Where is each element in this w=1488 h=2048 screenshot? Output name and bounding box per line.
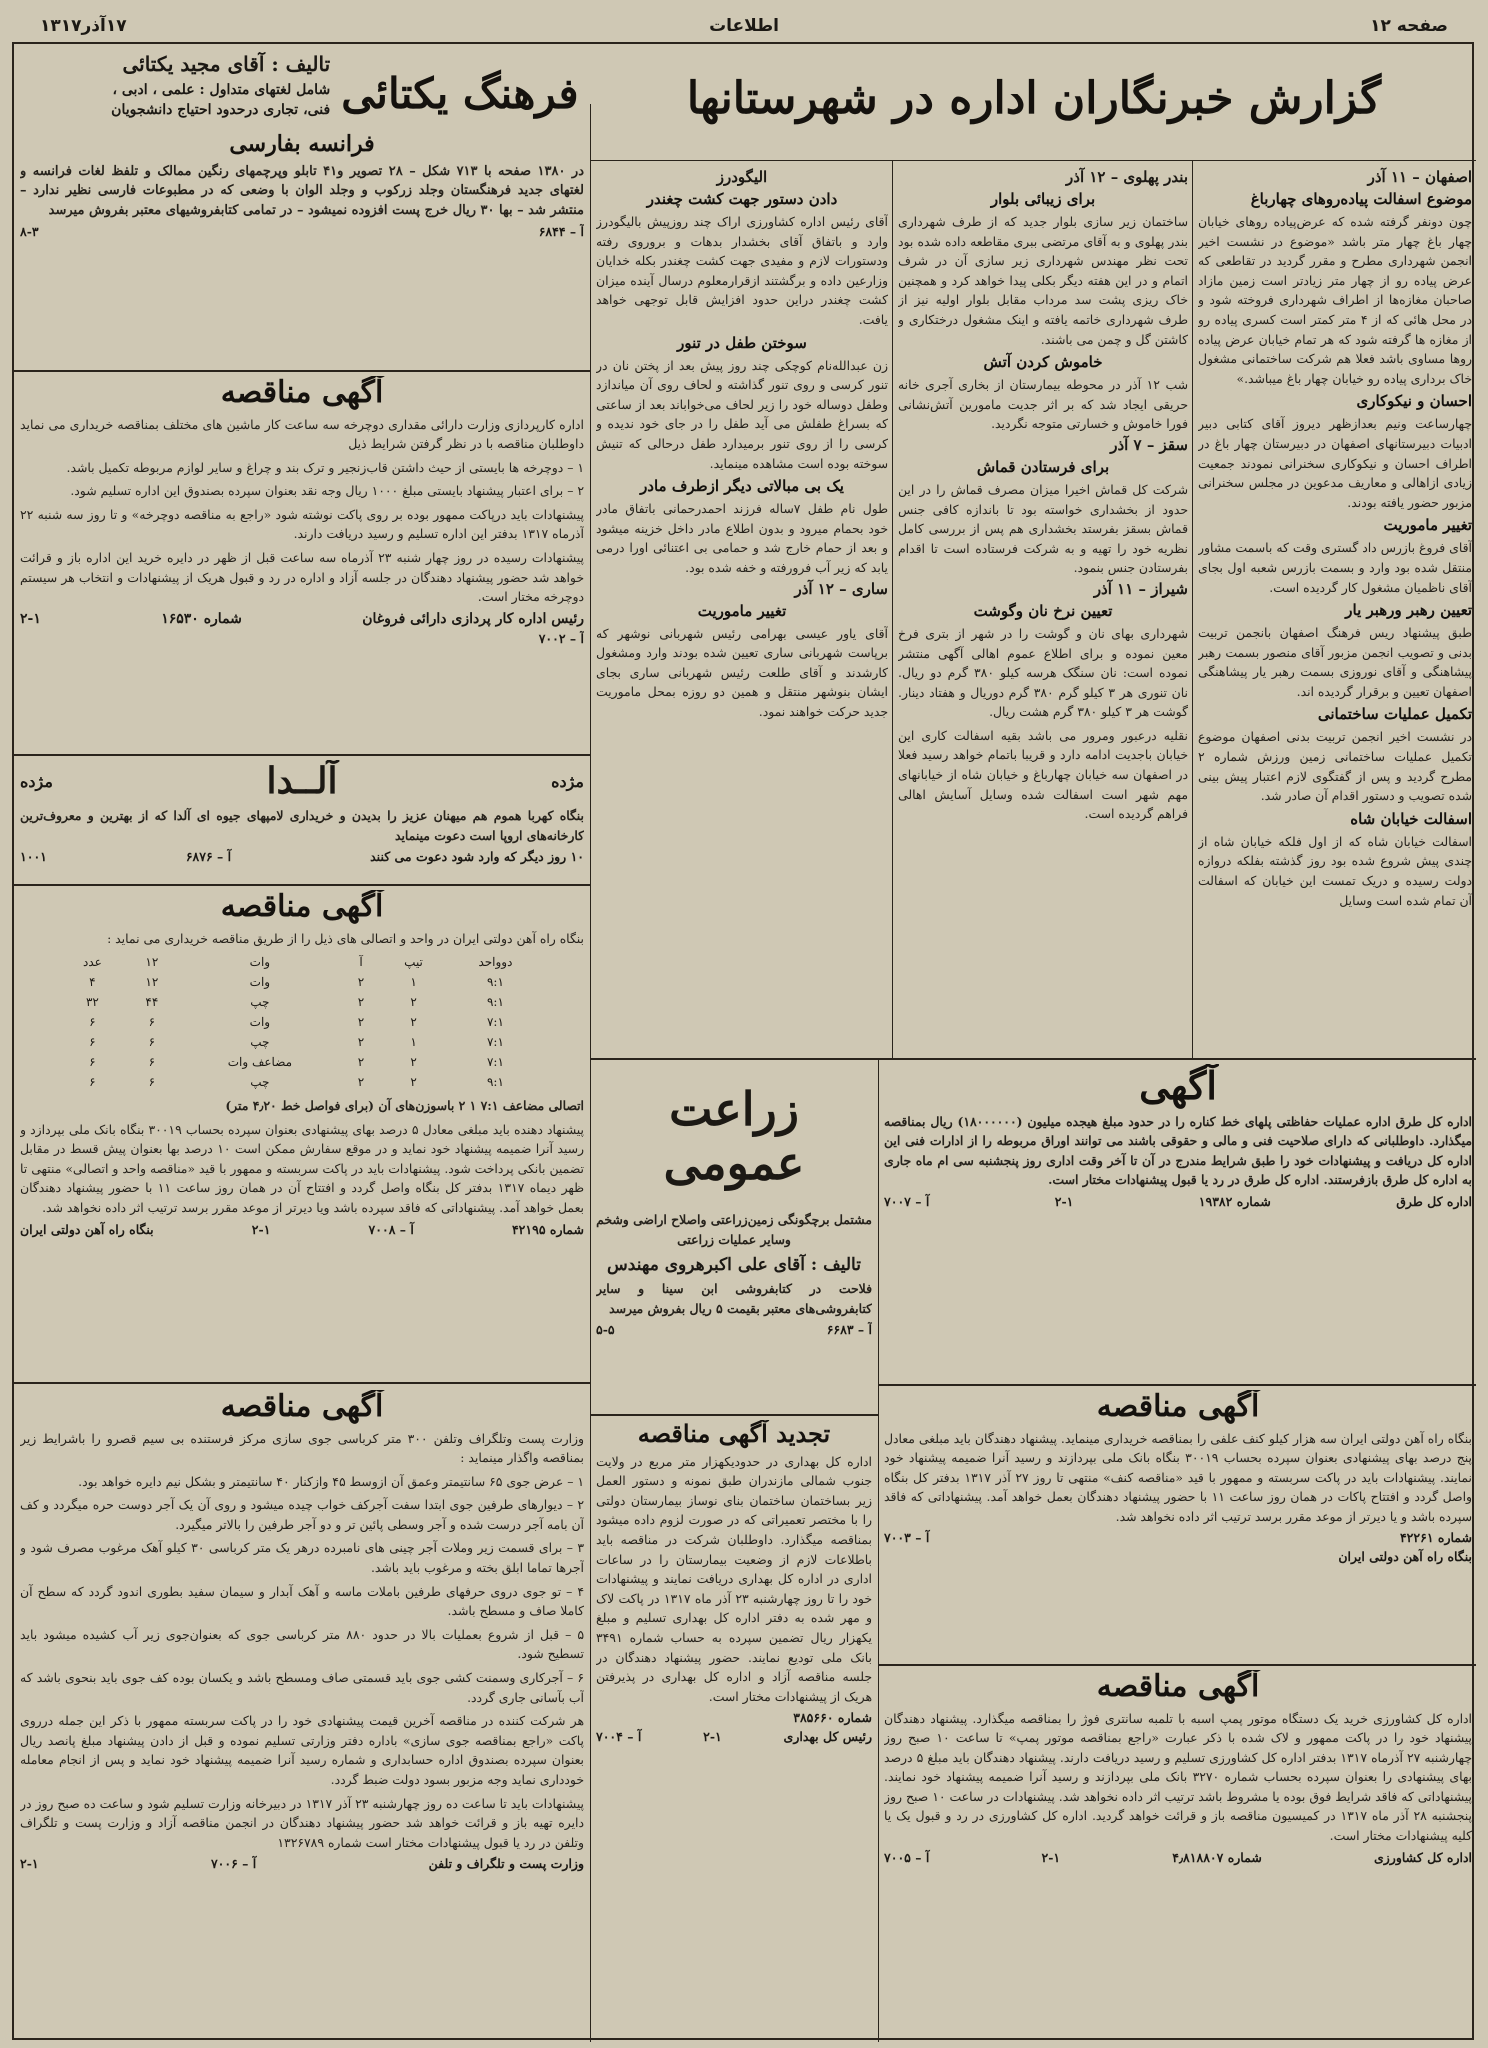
- ad-title: آگهی مناقصه: [1096, 1390, 1260, 1424]
- table-header: وات: [249, 955, 271, 970]
- ad-title: آگهی مناقصه: [1096, 1670, 1260, 1704]
- dateline: شیراز – ۱۱ آذر: [1093, 579, 1188, 598]
- alda-text-2: ۱۰ روز دیگر که وارد شود دعوت می کنند: [370, 849, 584, 865]
- issue-date: ۱۷آذر۱۳۱۷: [40, 16, 127, 36]
- ad-body: وزارت پست وتلگراف وتلفن ۳۰۰ متر کرباسی جوی سازی مرکز فرستنده بی سیم قصرو را باشرایط زیر بمناقصه واگذار مینماید :: [20, 1430, 584, 1466]
- news-body: نقلیه درعبور ومرور می باشد بقیه اسفالت کاری این خیابان باجدیت ادامه دارد و قریبا باتمام خواهد رسید فعلا در اصفهان سه خیابان چهارباغ و خیابان شاه از خیابانهای مهم شهر است اسفالت شده وسایل آسایش اهالی فراهم گردیده است.: [898, 727, 1188, 822]
- news-headline: موضوع اسفالت پیاده‌روهای چهارباغ: [1250, 190, 1472, 208]
- book-title: زراعت عمومی: [663, 1082, 805, 1190]
- news-headline: یک بی مبالاتی دیگر ازطرف مادر: [640, 477, 844, 496]
- ad-code: ۸-۳: [20, 224, 39, 240]
- ad-code: ۲-۱: [20, 610, 41, 627]
- news-body: چهارساعت ونیم بعدازظهر دیروز آقای کتابی دبیر ادبیات دبیرستانهای اصفهان در دبیرستان چهار باغ در اطراف احسان و نیکوکاری سخنرانی نمودند جمعیت زیادی ازاهالی و معاریف مدعوین در مجلس سخنرانی مزبور حضور یافته بودند.: [1198, 416, 1472, 510]
- dateline: بندر پهلوی – ۱۲ آذر: [1066, 168, 1188, 186]
- news-headline: خاموش کردن آتش: [983, 353, 1103, 372]
- ad-body: اداره کل طرق اداره عملیات حفاظتی پلهای خط کناره را در حدود مبلغ هیجده میلیون (۱۸۰۰۰۰۰۰) ریال بمناقصه میگذارد. داوطلبانی که دارای صلاحیت فنی و مالی و حقوقی باشند می توانند اوراق مربوطه را از ادارات فنی این اداره کل دریافت و پیشنهادات خود را طبق شرایط مندرج در آن تا آخر وقت اداری روز پنجشنبه سی ام ماه جاری به اداره کل طرق بازفرستند. اداره کل طرق در رد یا قبول پیشنهادات مختار است.: [884, 1113, 1472, 1188]
- news-headline: تکمیل عملیات ساختمانی: [1317, 705, 1472, 724]
- ad-ref: آ – ۷۰۰۳: [884, 1530, 930, 1546]
- section-rule: [590, 1414, 878, 1416]
- table-header: تیپ: [404, 955, 423, 970]
- book-title: فرهنگ یکتائی: [341, 69, 579, 118]
- table-header: عدد: [82, 955, 102, 970]
- switch-table: [59, 952, 544, 1092]
- news-headline: دادن دستور جهت کشت چغندر: [646, 190, 838, 208]
- ad-item: ۵ – قبل از شروع بعملیات بالا در حدود ۸۸۰ متر کرباسی جوی که بعنوان‌جوی زیر آب کشیده میشود باید تسطیح شود.: [20, 1626, 584, 1662]
- ad-signature: رئیس اداره کار پردازی دارائی فروغان: [362, 610, 584, 627]
- tender-bicycles: [20, 376, 584, 750]
- ad-signature: رئیس کل بهداری: [783, 1729, 872, 1745]
- ad-item: ۱ – دوچرخه ها بایستی از حیث داشتن قاب‌زنجیر و ترک بند و چراغ و سایر لوازم مربوطه تکمیل باشد.: [66, 459, 584, 475]
- table-row: ۹:۱ ۲ ۲ چپ ۴۴ ۳۲: [85, 995, 504, 1010]
- ad-item: پیشنهادات باید تا ساعت ده روز چهارشنبه ۲۳ آذر ۱۳۱۷ در دبیرخانه وزارت تسلیم شود و ساعت ده صبح روز در دایره تهیه باز و قرائت خواهد شد حضور پیشنهاد دهندگان در انجمن مناقصه آزاد و وزارت پست و تلگراف وتلفن در رد یا قبول پیشنهادات مختار است شماره ۱۳۲۶۷۸۹: [20, 1795, 584, 1850]
- section-rule: [878, 1664, 1476, 1666]
- ad-signature: اداره کل کشاورزی: [1373, 1849, 1472, 1865]
- ad-code: ۲-۱: [703, 1729, 722, 1745]
- ad-signature: وزارت پست و تلگراف و تلفن: [428, 1856, 584, 1872]
- ad-ref: آ – ۷۰۰۷: [884, 1194, 930, 1210]
- book-description: فنی، تجاری درحدود احتیاج دانشجویان: [111, 102, 331, 118]
- ad-code: ۲-۱: [1054, 1194, 1074, 1210]
- table-header: آ: [359, 955, 363, 970]
- masthead: [40, 10, 1448, 40]
- newspaper-name: اطلاعات: [709, 16, 779, 36]
- dateline: ساری – ۱۲ آذر: [794, 579, 888, 598]
- news-headline: سوختن طفل در تنور: [677, 333, 807, 352]
- dateline: اصفهان – ۱۱ آذر: [1367, 168, 1472, 186]
- news-headline: برای زیبائی بلوار: [990, 190, 1096, 208]
- section-rule: [878, 1384, 1476, 1386]
- news-column-aligudarz: [596, 166, 888, 1054]
- ad-number: شماره ۴۲۲۶۱: [1399, 1530, 1472, 1546]
- zeraat-book-ad: [596, 1064, 872, 1410]
- news-headline: احسان و نیکوکاری: [1356, 392, 1472, 411]
- section-rule: [14, 884, 590, 886]
- news-body: اسفالت خیابان شاه که از اول فلکه خیابان شاه از چندی پیش شروع شده بود روز گذشته بفلکه دروازه دولت رسیده و دریک تمست این خیابان که اسفالت آن تمام شده است وسایل: [1198, 833, 1472, 908]
- news-column-isfahan: [1198, 166, 1472, 1054]
- column-divider: [892, 160, 893, 1058]
- book-details: در ۱۳۸۰ صفحه با ۷۱۳ شکل – ۲۸ تصویر و۴۱ تابلو وپرچمهای رنگین ممالک و تلفظ لغات فرانسه و لغتهای جدید فرهنگستان وجلد زرکوب و وجلد الوان با وضعی که در مطبوعات فارسی نظیر ندارد – منتشر شد – بها ۳۰ ریال خرج پست افزوده نمیشود – در تمامی کتابفروشیهای معتبر بفروش میرسد: [20, 163, 584, 218]
- book-subtitle: فرانسه بفارسی: [229, 131, 375, 158]
- table-header: دوواحد: [478, 955, 513, 970]
- news-headline: تغییر ماموریت: [1383, 516, 1472, 535]
- ad-code: ۵-۵: [596, 1322, 615, 1338]
- table-row: ۷:۱ ۲ ۲ مضاعف وات ۶ ۶: [89, 1055, 504, 1070]
- news-body: چون دونفر گرفته شده که عرض‌پیاده روهای خیابان چهار باغ چهار متر باشد «موضوع در نشست اخیر انجمن شهرداری مطرح و مقرر گردید در تقاطعی که عرض پیاده رو از چهار متر زیادتر است زمین مازاد صاحبان مغازه‌ها از اطراف شهرداری فروخته شود و در محل هائی که از ۴ متر کمتر است کسری پیاده رو از مغازه ها گرفته شود که هر تمام خیابان عرض پیاده روها مساوی باشد فعلا هم شرکت ساختمانی مشغول خاک برداری پیاده رو خیابان چهار باغ میباشد.»: [1198, 214, 1472, 386]
- news-body: شهرداری بهای نان و گوشت را در شهر از بتری فرخ معین نموده و برای اطلاع عموم اهالی آگهی منتشر نموده است: نان سنگک هرسه کیلو ۳۸۰ گرم دو ریال. نان تنوری هر ۳ کیلو گرم ۳۸۰ گرم دوریال و هفتاد دینار. گوشت هر ۳ کیلو ۳۸۰ گرم هشت ریال.: [898, 625, 1188, 720]
- tender-post-telegraph: [20, 1390, 584, 2038]
- book-price: فلاحت در کتابفروشی ابن سینا و سایر کتابفروشی‌های معتبر بقیمت ۵ ریال بفروش میرسد: [596, 1281, 872, 1316]
- ad-body: بنگاه راه آهن دولتی ایران در واحد و اتصالی های ذیل را از طریق مناقصه خریداری می نماید :: [107, 930, 584, 946]
- news-body: ساختمان زیر سازی بلوار جدید که از طرف شهرداری بندر پهلوی و به آقای مرتضی ببری مقاطعه داده شده بود تحت نظر مهندس شهرداری زیر سازی آن در شرف اتمام و در این هفته دیگر بکلی پیدا خواهد کرد و همچنین خاک ریزی پشت سد مرداب مقابل بلوار اولیه نیز از طرف شهرداری خاتمه یافته و اینک مشغول درختکاری و کاشتن گل و چمن می باشند.: [898, 214, 1188, 347]
- ad-body: بنگاه راه آهن دولتی ایران سه هزار کیلو کنف علفی را بمناقصه خریداری مینماید. پیشنهاد دهندگان باید مبلغی معادل پنج درصد بهای پیشنهادی بعنوان سپرده بحساب ۳۰۰۱۹ بنگاه بانک ملی بپردازند و رسید آنرا ضمیمه پیشنهاد خود نمایند. پیشنهادات باید در پاکت سربسته و ممهور با قید «مناقصه کنف» منتهی تا روز ۲۷ آذر ۱۳۱۷ بدفتر کل بنگاه واصل گردد و افتتاح پاکات در همان روز ساعت ۱۱ با حضور پیشنهاد دهندگان بعمل خواهد آمد. پیشنهاداتی که فاقد سپرده باشد و یا دیرتر از موعد مقرر برسد ترتیب اثر داده نخواهد شد.: [884, 1430, 1472, 1524]
- ad-item: ۲ – دیوارهای طرفین جوی ابتدا سفت آجرکف خواب چیده میشود و روی آن یک آجر دوست حره میگردد و کف آن بامه آجر درست شده و آجر وسطی پائین تر و دو آجر طرفین را بالاتر میگیرد.: [20, 1497, 584, 1532]
- ad-item: ۱ – عرض جوی ۶۵ سانتیمتر وعمق آن ازوسط ۴۵ وازکنار ۴۰ سانتیمتر و بشکل نیم دایره خواهد بود.: [78, 1473, 584, 1489]
- ad-body: پیشنهاد دهنده باید مبلغی معادل ۵ درصد بهای پیشنهادی بعنوان سپرده بحساب ۳۰۰۱۹ بنگاه بانک ملی بپردازد و رسید آنرا ضمیمه پیشنهاد خود نماید و در موقع سفارش ممکن است ۱۰ درصد بها بعنوان پیش قسط در مقابل تضمین بانکی پرداخت شود. پیشنهادات باید در پاکت سربسته و ممهور با قید «مناقصه واحد و اتصالی» منتهی تا ظهر دیماه ۱۳۱۷ بدفتر کل بنگاه واصل گردد و افتتاح آن در همان روز ساعت ۱۱ با حضور پیشنهاد دهندگان بعمل خواهد آمد. پیشنهاداتی که فاقد سپرده باشد ویا دیرتر از موعد مقرر برسد ترتیب اثر داده نخواهد شد.: [20, 1121, 584, 1216]
- ad-ref: آ – ۷۰۰۴: [596, 1729, 642, 1745]
- ad-item: پیشنهادات رسیده در روز چهار شنبه ۲۳ آذرماه سه ساعت قبل از ظهر در دایره خرید این اداره باز و قرائت خواهد شد حضور پیشنهاد دهندگان در جلسه آزاد و اداره در رد و قبول هریک از پیشنهادات و انتخاب هر سیستم دوچرخه مختار است.: [20, 550, 584, 605]
- ad-item: ۳ – برای قسمت زیر وملات آجر چینی های نامبرده درهر یک متر کرباسی ۳۰ کیلو آهک مرغوب مصرف شود و آجرها تماما ابلق بخته و مرغوب باید باشد.: [20, 1540, 584, 1576]
- table-row: ۹:۱ ۱ ۲ وات ۱۲ ۴: [89, 975, 504, 990]
- alda-word: مژده: [551, 771, 584, 791]
- news-body: آقای رئیس اداره کشاورزی اراک چند روزپیش بالیگودرز وارد و باتفاق آقای بخشدار بدهات و بروروی رفته ودستورات لازم و مفیدی جهت کشت چغندر بکله خدایان وزارعین داده و برگشتند ازقرارمعلوم درسال آینده میزان کشت چغندر دراین حدود افزایش قابل توجهی خواهد یافت.: [596, 214, 888, 327]
- table-row: ۷:۱ ۱ ۲ چپ ۶ ۶: [89, 1035, 504, 1050]
- ad-ref: آ – ۷۰۰۶: [210, 1856, 257, 1872]
- news-body: طول نام طفل ۷ساله فرزند احمدرحمانی باتفاق مادر خود بحمام میرود و بدون اطلاع مادر داخل خزینه میشود و بعد از حمام خارج شد و حمامی بی اعتنائی اورا درمی یابد که زیر آب فرورفته و خفه شده بود.: [596, 501, 888, 575]
- ad-ref: آ – ۷۰۰۲: [538, 630, 584, 646]
- ad-number: شماره ۱۹۳۸۲: [1198, 1194, 1271, 1210]
- news-body: شرکت کل قماش اخیرا میزان مصرف قماش را در این حدود از بخشداری خواسته بود تا باندازه کافی جنس قماش بسقز بفرستد بخشداری هم پس از بررسی کامل نظریه خود را تهیه و به شرکت فرستاده است تا اقدام بفرستادن جنس بنمود.: [898, 481, 1188, 576]
- ad-number: شماره ۴٫۸۱۸۸۰۷: [1172, 1849, 1262, 1865]
- news-body: زن عبدالله‌نام کوچکی چند روز پیش بعد از پختن نان در تنور کرسی و روی تنور گذاشته و لحاف روی آن میاندازد وطفل دوساله خود را زیر لحاف می‌خواباند بعد از ساعتی که بسراغ طفلش می آید طفل را در جای خود ندیده و کرسی را از روی تنور برمیدارد طفل درحالی که تنیش سوخته بوده است مشاهده مینماید.: [596, 357, 888, 471]
- ad-number: شماره ۱۶۵۳۰: [161, 610, 242, 627]
- news-title-rule: [590, 160, 1476, 161]
- section-rule: [14, 754, 590, 756]
- news-section-header: [594, 48, 1474, 156]
- table-row: ۹:۱ ۲ ۲ چپ ۶ ۶: [89, 1075, 504, 1090]
- ad-title: آگهی مناقصه: [220, 1390, 384, 1424]
- ad-ref: آ – ۶۶۸۳: [826, 1322, 872, 1338]
- news-headline: تعیین رهبر ورهبر یار: [1345, 601, 1472, 620]
- section-rule: [14, 1382, 590, 1384]
- section-rule: [590, 1058, 1476, 1060]
- roads-notice: [884, 1064, 1472, 1380]
- news-column-bandar-pahlavi: [898, 166, 1188, 1054]
- ad-ref: آ – ۷۰۰۵: [884, 1849, 930, 1865]
- tender-railway-switches: [20, 890, 584, 1378]
- ad-code: ۲-۱: [251, 1221, 271, 1237]
- news-headline: برای فرستادن قماش: [976, 457, 1110, 476]
- news-body: طبق پیشنهاد ریس فرهنگ اصفهان بانجمن تربیت بدنی و تصویب انجمن مزبور آقای منصور بسمت رهبر پیشاهنگی و آقای نوروزی بسمت رهبر یار پیشاهنگی اصفهان تعیین و برقرار گردیده اند.: [1198, 625, 1472, 699]
- book-description: شامل لغتهای متداول : علمی ، ادبی ،: [112, 82, 331, 98]
- news-body: در نشست اخیر انجمن تربیت بدنی اصفهان موضوع تکمیل عملیات ساختمانی زمین ورزش شماره ۲ مطرح گردید و پس از گفتگوی لازم اعتبار پیش بینی شده تصویب و دستور اقدام آن صادر شد.: [1198, 729, 1472, 804]
- farhang-book-ad: [20, 52, 584, 366]
- ad-ref: آ – ۶۸۴۴: [538, 224, 584, 240]
- section-rule: [14, 370, 590, 372]
- news-title: گزارش خبرنگاران اداره در شهرستانها: [686, 73, 1382, 124]
- ad-item: پیشنهادات باید درپاکت ممهور بوده بر روی پاکت نوشته شود «راجع به مناقصه دوچرخه» و تا روز سه شنبه ۲۲ آذرماه ۱۳۱۷ بدفتر این اداره تسلیم و رسید دریافت دارند.: [20, 506, 584, 542]
- dateline: الیگودرز: [716, 168, 768, 186]
- book-description: مشتمل برچگونگی زمین‌زراعتی واصلاح اراضی وشخم وسایر عملیات زراعتی: [596, 1212, 872, 1247]
- alda-word: مژده: [20, 771, 53, 791]
- table-row: ۷:۱ ۲ ۲ وات ۶ ۶: [89, 1015, 504, 1030]
- news-body: آقای فروغ بازرس داد گستری وقت که باسمت مشاور منتقل شده بود وارد و بسمت بازرس شعبه اول بجای آقای ناظمیان مشغول کار گردیده است.: [1198, 540, 1472, 595]
- newspaper-page: [12, 42, 1474, 2040]
- ad-item: ۴ – تو جوی دروی حرفهای طرفین باملات ماسه و آهک آبدار و سیمان سفید بطوری اندود گردد که سطح آن کاملا صاف و مسطح باشد.: [20, 1583, 584, 1619]
- ad-number: شماره ۴۲۱۹۵: [511, 1221, 584, 1237]
- ad-title: تجدید آگهی مناقصه: [637, 1420, 831, 1448]
- alda-title: آلــدا: [266, 760, 338, 802]
- ad-item: هر شرکت کننده در مناقصه آخرین قیمت پیشنهادی خود را در پاکت سربسته ممهور با ذکر این جمله درروی پاکت «راجع بمناقصه جوی سازی» باداره دفتر وزارتی تسلیم نموده و قبل از دادن پیشنهاد مبلغ پانصد ریال بعنوان سپرده بصندوق اداره حسابداری و شماره رسید آنرا ضمیمه پیشنهاد خود نماید و پس از انجام معامله خودداری نماید وجه مزبور بسود دولت ضبط گردد.: [20, 1713, 584, 1787]
- ad-ref: آ – ۶۸۷۶: [185, 849, 232, 865]
- news-body: آقای یاور عیسی بهرامی رئیس شهربانی نوشهر که برپاست شهربانی ساری تعیین شده بودند وارد ومشغول کارشدند و آقای طلعت رئیس شهربانی ساری بجای ایشان بنوشهر منتقل و همین دو روزه بمحل ماموریت جدید حرکت خواهند نمود.: [596, 625, 888, 719]
- ad-title: آگهی مناقصه: [220, 890, 384, 924]
- dateline: سقز – ۷ آذر: [1110, 435, 1188, 454]
- alda-text: بنگاه کهربا هموم هم میهنان عزیز را بدیدن و خریداری لامپهای جیوه ای آلدا که از بهترین و معروف‌ترین کارخانه‌های اروپا است دعوت مینماید: [20, 808, 584, 843]
- ad-code: ۲-۱: [1041, 1849, 1061, 1865]
- book-author: تالیف : آقای مجید یکتائی: [122, 52, 331, 76]
- column-divider: [1192, 160, 1193, 1058]
- book-author: تالیف : آقای علی اکبرهروی مهندس: [607, 1255, 861, 1276]
- ad-body: اداره کارپردازی وزارت دارائی مقداری دوچرخه سه ساعت کار ماشین های مختلف بمناقصه خریداری می نماید داوطلبان مناقصه با در نظر گرفتن شرایط ذیل: [20, 416, 584, 452]
- tender-railway-hemp: [884, 1390, 1472, 1660]
- ad-item: ۲ – برای اعتبار پیشنهاد بایستی مبلغ ۱۰۰۰ ریال وجه نقد بعنوان سپرده بصندوق این اداره تسلیم شود.: [70, 483, 584, 499]
- ad-item: اتصالی مضاعف ۷:۱ ۱ ۲ باسوزن‌های آن (برای فواصل خط ۴٫۲۰ متر): [225, 1098, 584, 1114]
- ad-code: ۲-۱: [20, 1856, 39, 1872]
- renewal-tender-health: [596, 1420, 872, 2038]
- ad-title: آگهی مناقصه: [220, 376, 384, 410]
- ad-signature: بنگاه راه آهن دولتی ایران: [1338, 1549, 1472, 1565]
- column-divider: [878, 1058, 879, 2042]
- alda-ad: [20, 760, 584, 880]
- ad-ref: آ – ۷۰۰۸: [368, 1221, 414, 1237]
- tender-agriculture-pump: [884, 1670, 1472, 2038]
- page-number: صفحه ۱۲: [1370, 16, 1448, 36]
- ad-body: اداره کل کشاورزی خرید یک دستگاه موتور پمپ اسبه با تلمبه سانتری فوژ را بمناقصه میگذارد. پیشنهاد دهندگان پیشنهاد خود را در پاکت ممهور و لاک شده با ذکر عبارت «راجع بمناقصه موتور پمپ» تا ساعت ۱۰ صبح روز چهارشنبه ۲۷ آذرماه ۱۳۱۷ بدفتر اداره کل کشاورزی تسلیم و رسید دریافت دارند. پیشنهاد دهندگان باید مبلغ ۵ درصد بهای پیشنهادی را بعنوان سپرده بحساب شماره ۳۲۷۰ بانک ملی بپردازند و رسید آنرا ضمیمه پیشنهاد خود نمایند. پیشنهاداتی که فاقد شرایط فوق بوده یا مشروط باشد ترتیب اثر داده نخواهد شد. پیشنهادات در ساعت ۱۰ صبح روز پنجشنبه ۲۸ آذر ماه ۱۳۱۷ در کمیسیون مناقصه باز و قرائت خواهد گردید. اداره کل کشاورزی در رد و قبول یک یا کلیه پیشنهادات مختار است.: [884, 1710, 1472, 1844]
- column-divider: [590, 104, 591, 2042]
- ad-signature: اداره کل طرق: [1396, 1194, 1472, 1210]
- ad-number: شماره ۳۸۵۶۶۰: [793, 1710, 872, 1726]
- news-headline: تعیین نرخ نان وگوشت: [973, 601, 1113, 620]
- ad-code: ۱۰۰۱: [20, 849, 47, 865]
- ad-item: ۶ – آجرکاری وسمنت کشی جوی باید قسمتی صاف ومسطح باشد و یکسان بوده کف جوی باید بنحوی باشد که آب بآسانی جاری گردد.: [20, 1670, 584, 1705]
- news-headline: اسفالت خیابان شاه: [1350, 809, 1472, 828]
- ad-signature: بنگاه راه آهن دولتی ایران: [20, 1221, 154, 1237]
- news-headline: تغییر ماموریت: [697, 601, 787, 620]
- table-header: ۱۲: [145, 955, 159, 970]
- ad-title: آگهی: [1139, 1064, 1217, 1108]
- news-body: شب ۱۲ آذر در محوطه بیمارستان از بخاری آجری خانه حریقی ایجاد شد که بر اثر جدیت مامورین آتش‌نشانی فورا خاموش و خسارتی متوجه نگردید.: [898, 377, 1188, 432]
- ad-body: اداره کل بهداری در حدودیکهزار متر مربع در ولایت جنوب شمالی مازندران طبق نمونه و دستور العمل زیر بساختمان ساختمان بنای نوساز بیمارستان دولتی را با مختصر تعمیراتی که در صورت لزوم داده میشود بمناقصه میگذارد. داوطلبان شرکت در مناقصه باید باطلاعات لازم از وضعیت بیمارستان را در ساعات اداری در اداره کل بهداری دریافت نمایند و پیشنهادات خود را تا روز چهارشنبه ۲۳ آذر ماه ۱۳۱۷ در پاکت لاک و مهر شده به دفتر اداره کل بهداری تسلیم و مبلغ یکهزار ریال تضمین سپرده به حساب شماره ۳۴۹۱ بانک ملی تودیع نمایند. حضور پیشنهاد دهندگان در جلسه مناقصه آزاد و اداره کل بهداری در پذیرفتن هریک از پیشنهادات مختار است.: [596, 1453, 872, 1704]
